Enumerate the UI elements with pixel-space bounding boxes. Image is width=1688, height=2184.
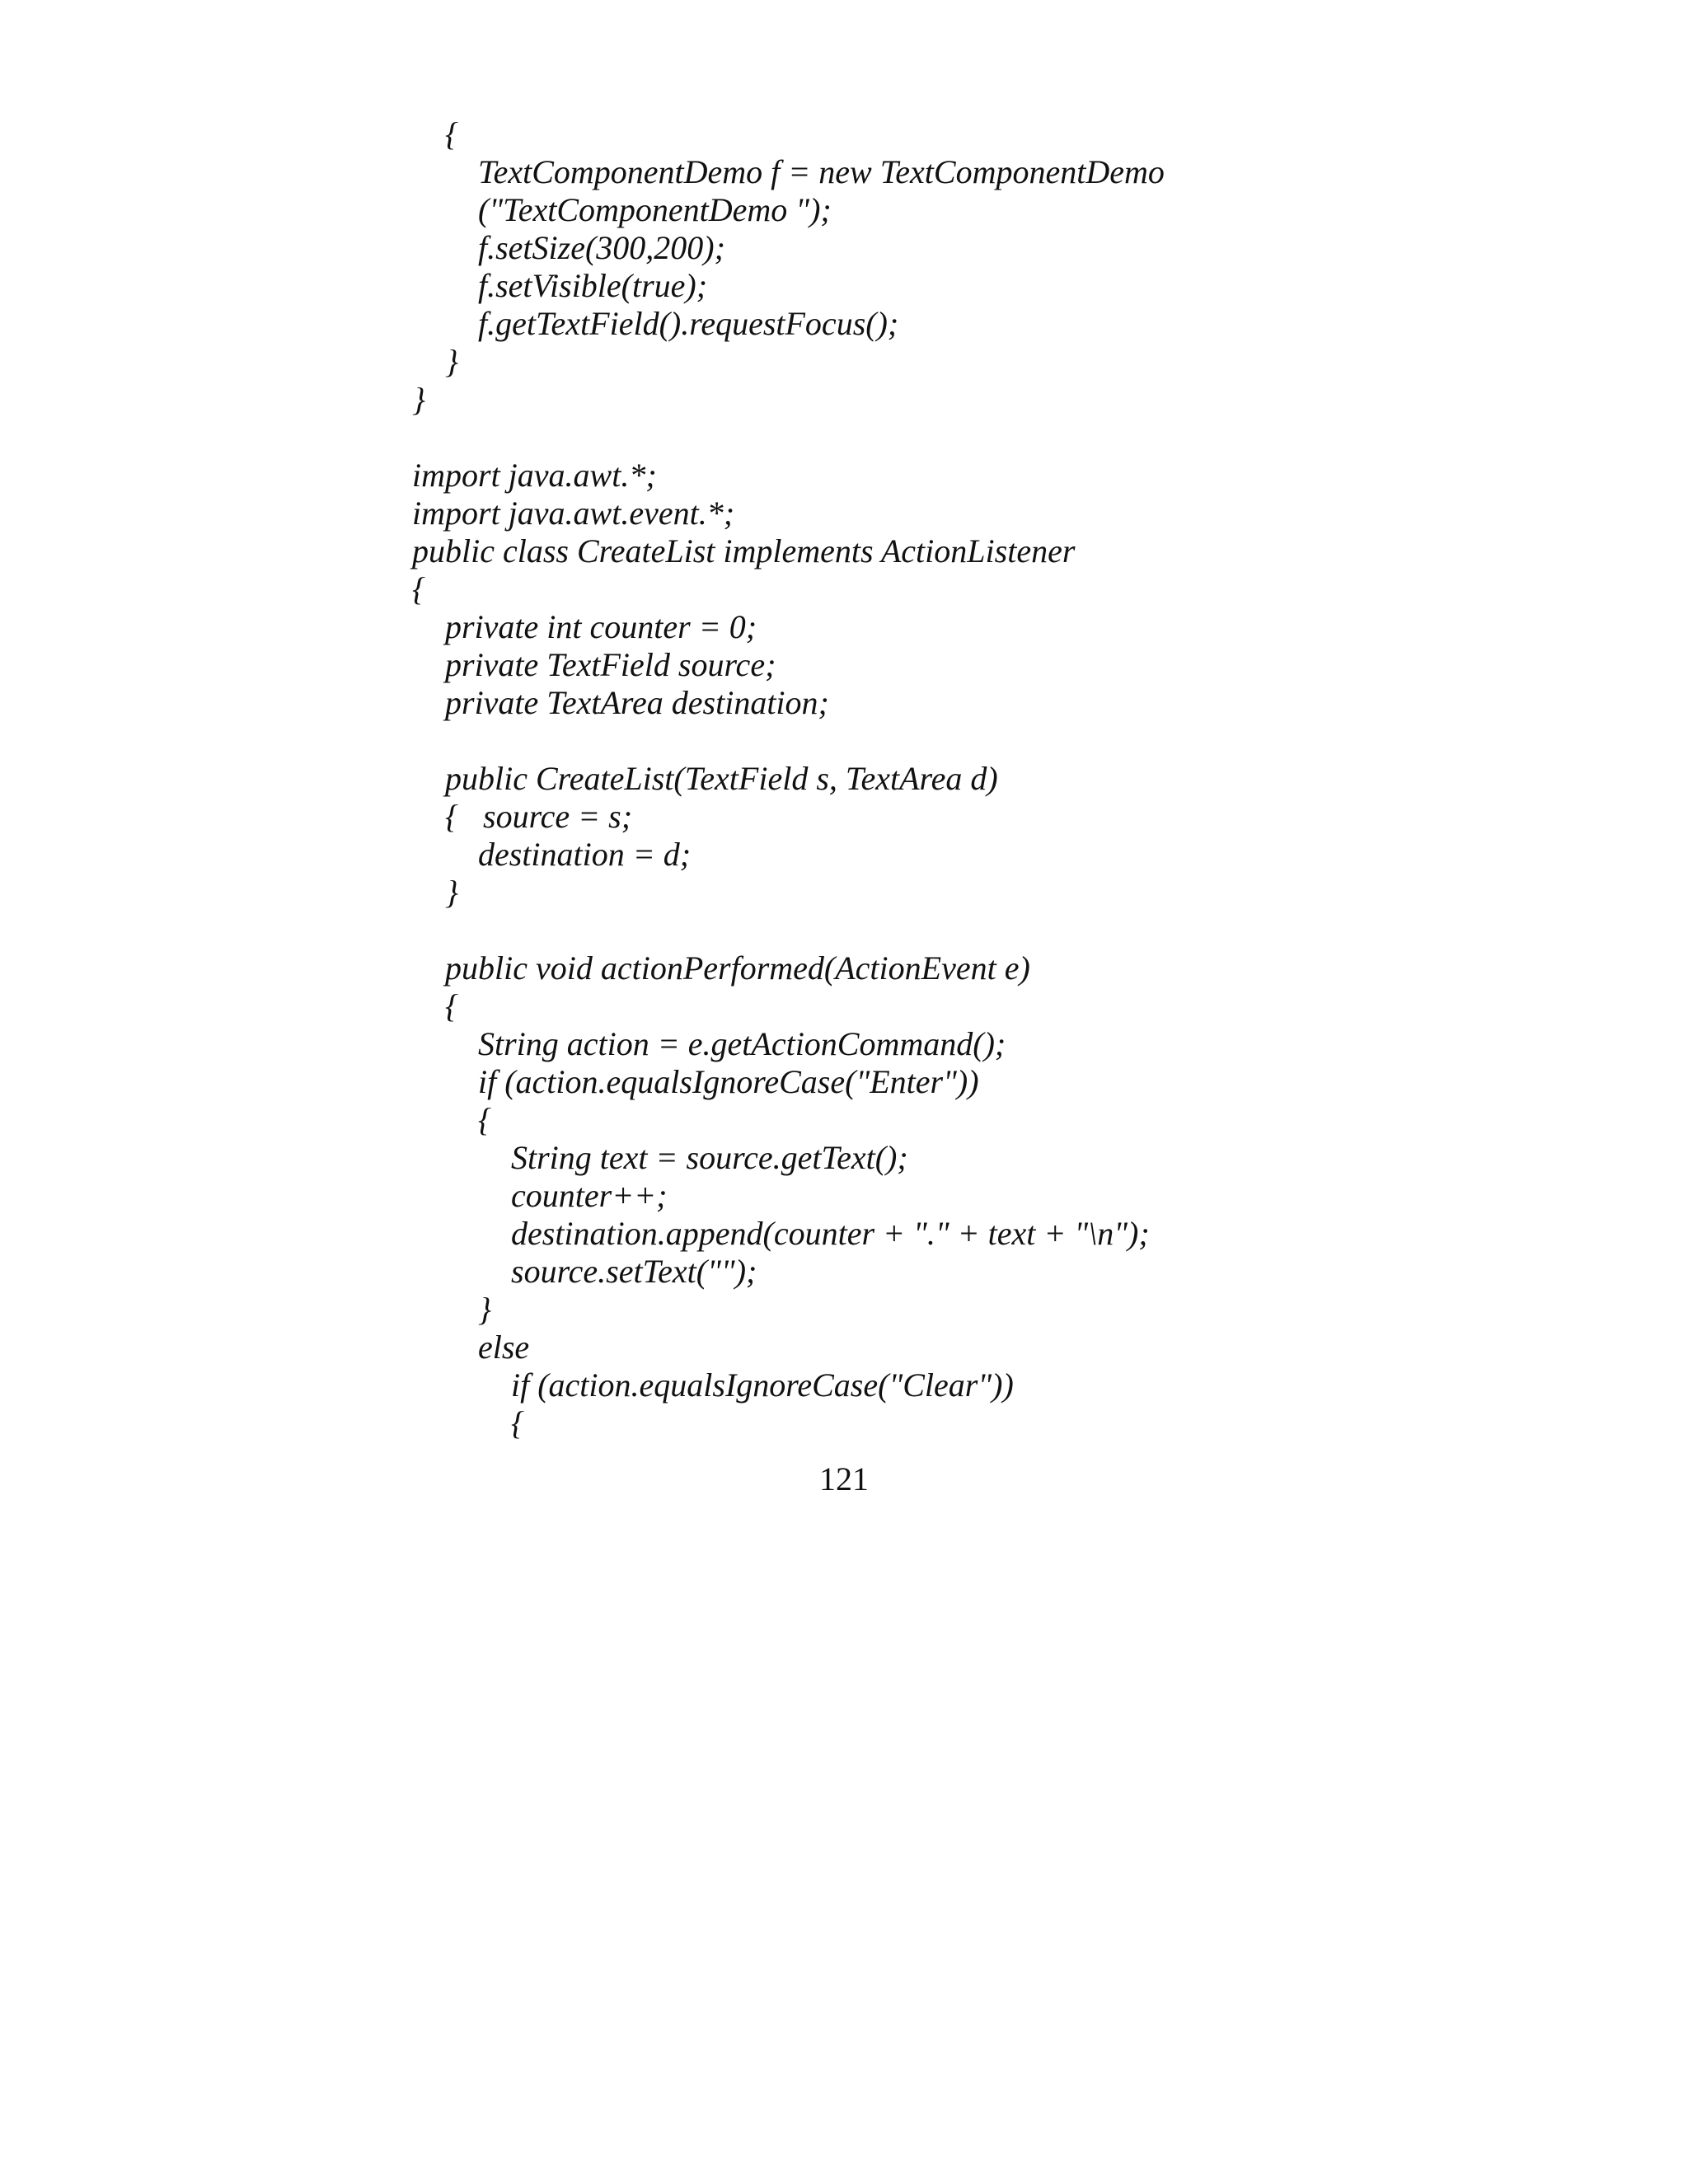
code-line: } — [412, 874, 458, 911]
code-line: public class CreateList implements ActionListener — [412, 532, 1076, 569]
code-line: private int counter = 0; — [412, 608, 757, 645]
code-line — [412, 722, 1165, 760]
code-line: counter++; — [412, 1177, 668, 1214]
page-number: 121 — [819, 1460, 869, 1497]
code-line: destination.append(counter + "." + text + "\n"); — [412, 1215, 1150, 1252]
code-line: f.setSize(300,200); — [412, 229, 725, 266]
code-line: ("TextComponentDemo "); — [412, 191, 832, 228]
code-line: f.getTextField().requestFocus(); — [412, 305, 899, 342]
code-line: source.setText(""); — [412, 1253, 757, 1290]
code-listing — [412, 115, 1165, 1442]
code-line — [412, 912, 1165, 949]
code-line: if (action.equalsIgnoreCase("Enter")) — [412, 1063, 979, 1100]
code-line — [412, 419, 1165, 457]
code-line: private TextArea destination; — [412, 684, 829, 721]
code-line: String action = e.getActionCommand(); — [412, 1025, 1006, 1062]
code-line: public CreateList(TextField s, TextArea d) — [412, 760, 998, 797]
code-line: { — [412, 570, 425, 607]
code-line: import java.awt.event.*; — [412, 494, 735, 532]
code-line: { — [412, 987, 458, 1024]
code-line: { — [412, 1101, 491, 1138]
code-line: private TextField source; — [412, 646, 776, 683]
code-line: public void actionPerformed(ActionEvent e) — [412, 949, 1030, 987]
code-line: else — [412, 1329, 530, 1366]
code-line: } — [412, 343, 458, 380]
code-line: } — [412, 381, 425, 418]
code-line: { source = s; — [412, 798, 633, 835]
code-line: f.setVisible(true); — [412, 267, 708, 304]
code-line: destination = d; — [412, 836, 692, 873]
code-line: TextComponentDemo f = new TextComponentDemo — [412, 153, 1165, 190]
code-line: { — [412, 115, 458, 152]
code-line: String text = source.getText(); — [412, 1139, 908, 1176]
code-line: import java.awt.*; — [412, 457, 657, 494]
code-line: if (action.equalsIgnoreCase("Clear")) — [412, 1366, 1014, 1404]
code-line: { — [412, 1404, 524, 1441]
code-line: } — [412, 1291, 491, 1328]
